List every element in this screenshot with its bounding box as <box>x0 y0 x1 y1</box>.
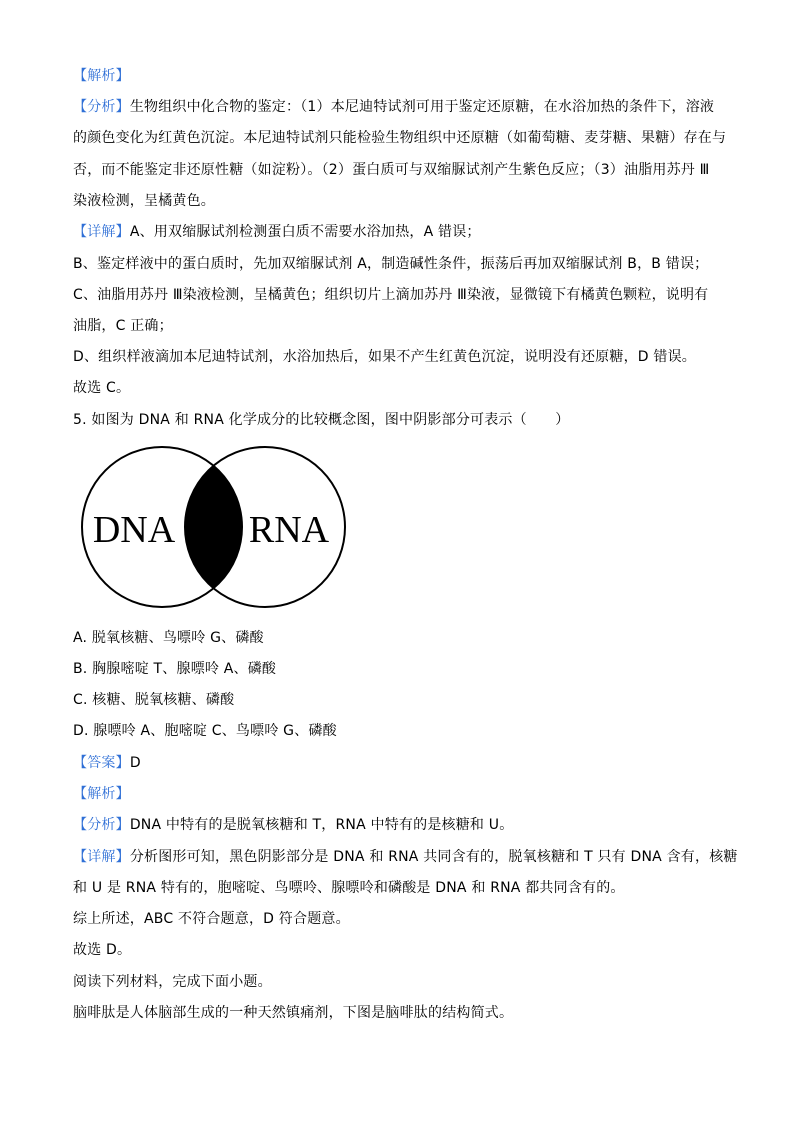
option-a: A. 脱氧核糖、鸟嘌呤 G、磷酸 <box>73 630 264 646</box>
q5-fenxi-line <box>73 815 513 835</box>
q5-xiangjie-label: 【详解】 <box>73 849 130 865</box>
xiangjie-line-2: B、鉴定样液中的蛋白质时，先加双缩脲试剂 A，制造碱性条件，振荡后再加双缩脲试剂 B，B 错误； <box>73 256 709 272</box>
fenxi-paragraph-line-2: 的颜色变化为红黄色沉淀。本尼迪特试剂只能检验生物组织中还原糖（如葡萄糖、麦芽糖、果糖）存在与 <box>73 130 727 146</box>
xiangjie-text: A、用双缩脲试剂检测蛋白质不需要水浴加热，A 错误； <box>129 224 481 240</box>
venn-label-rna: RNA <box>248 509 330 551</box>
q5-xiangjie-line-1 <box>73 847 738 867</box>
xiangjie-label: 【详解】 <box>73 224 130 240</box>
xiangjie-line-5: D、组织样液滴加本尼迪特试剂，水浴加热后，如果不产生红黄色沉淀，说明没有还原糖，D 错误。 <box>73 349 697 365</box>
xiangjie-line-3: C、油脂用苏丹 Ⅲ染液检测，呈橘黄色；组织切片上滴加苏丹 Ⅲ染液，显微镜下有橘黄色颗粒，说明有 <box>73 287 709 303</box>
option-b: B. 胸腺嘧啶 T、腺嘌呤 A、磷酸 <box>73 661 277 677</box>
q5-fenxi-text: DNA 中特有的是脱氧核糖和 T，RNA 中特有的是核糖和 U。 <box>129 817 514 833</box>
q5-conclusion: 故选 D。 <box>73 942 132 958</box>
option-c: C. 核糖、脱氧核糖、磷酸 <box>73 692 235 708</box>
venn-diagram <box>79 446 349 608</box>
jiexi-heading-1: 【解析】 <box>73 68 130 84</box>
jiexi-heading-2: 【解析】 <box>73 786 130 802</box>
q5-summary: 综上所述，ABC 不符合题意，D 符合题意。 <box>73 911 350 927</box>
material-text: 脑啡肽是人体脑部生成的一种天然镇痛剂，下图是脑啡肽的结构简式。 <box>73 1005 514 1021</box>
fenxi-paragraph-line-1 <box>73 97 714 117</box>
q5-fenxi-label: 【分析】 <box>73 817 130 833</box>
q5-xiangjie-text: 分析图形可知，黑色阴影部分是 DNA 和 RNA 共同含有的，脱氧核糖和 T 只有 DNA 含有，核糖 <box>129 849 738 865</box>
answer-line <box>73 753 141 773</box>
fenxi-paragraph-line-4: 染液检测，呈橘黄色。 <box>73 193 215 209</box>
venn-label-dna: DNA <box>92 509 176 551</box>
conclusion-1: 故选 C。 <box>73 380 131 396</box>
xiangjie-line-1 <box>73 222 481 242</box>
answer-value: D <box>129 755 141 771</box>
q5-xiangjie-line-2: 和 U 是 RNA 特有的，胞嘧啶、鸟嘌呤、腺嘌呤和磷酸是 DNA 和 RNA 都共同含有的。 <box>73 880 625 896</box>
option-d: D. 腺嘌呤 A、胞嘧啶 C、鸟嘌呤 G、磷酸 <box>73 723 337 739</box>
xiangjie-line-4: 油脂，C 正确； <box>73 318 173 334</box>
fenxi-text: 生物组织中化合物的鉴定：（1）本尼迪特试剂可用于鉴定还原糖，在水浴加热的条件下，溶液 <box>129 99 715 115</box>
fenxi-label: 【分析】 <box>73 99 130 115</box>
answer-label: 【答案】 <box>73 755 130 771</box>
fenxi-paragraph-line-3: 否，而不能鉴定非还原性糖（如淀粉）。（2）蛋白质可与双缩脲试剂产生紫色反应；（3）油脂用苏丹 Ⅲ <box>73 162 710 178</box>
question-5-stem: 5. 如图为 DNA 和 RNA 化学成分的比较概念图，图中阴影部分可表示（ ） <box>73 412 570 428</box>
material-intro: 阅读下列材料，完成下面小题。 <box>73 974 272 990</box>
